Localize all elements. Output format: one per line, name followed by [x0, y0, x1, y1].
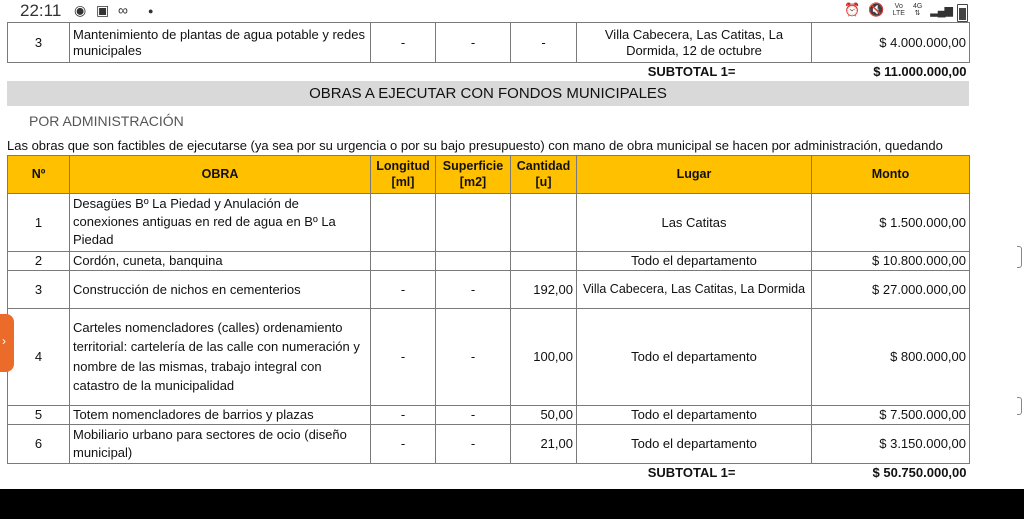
clock: 22:11 [20, 1, 62, 20]
row-superficie [436, 251, 511, 270]
row-cantidad [511, 193, 577, 251]
row-superficie: - [436, 308, 511, 405]
mute-icon: 🔇 [868, 2, 885, 17]
row-monto: $ 7.500.000,00 [812, 405, 970, 424]
table-header [8, 155, 970, 193]
alarm-icon: ⏰ [844, 2, 861, 17]
table-row [8, 424, 970, 463]
row-num: 4 [8, 308, 70, 405]
row-longitud: - [371, 308, 436, 405]
row-superficie [436, 193, 511, 251]
table-row [8, 405, 970, 424]
row-obra: Carteles nomencladores (calles) ordenamiento territorial: cartelería de las calle con numeración y nombre de las mismas, trabajo integral con catastro de la municipalidad [70, 308, 371, 405]
row-lugar: Las Catitas [577, 193, 812, 251]
row-superficie: - [436, 23, 511, 63]
row-cantidad: 21,00 [511, 424, 577, 463]
subtotal-row [8, 463, 970, 481]
subtotal-label: SUBTOTAL 1= [647, 464, 736, 480]
edge-handle[interactable] [1017, 246, 1022, 268]
row-longitud [371, 193, 436, 251]
row-cantidad: 50,00 [511, 405, 577, 424]
row-longitud: - [371, 405, 436, 424]
row-lugar: Villa Cabecera, Las Catitas, La Dormida, 12 de octubre [577, 23, 812, 63]
paragraph: Las obras que son factibles de ejecutarse (ya sea por su urgencia o por su bajo presupuesto) con mano de obra municipal se hacen por administración, quedando [7, 137, 943, 153]
row-obra: Totem nomencladores de barrios y plazas [70, 405, 371, 424]
table-row [8, 251, 970, 270]
row-superficie: - [436, 270, 511, 308]
row-obra: Mantenimiento de plantas de agua potable y redes municipales [70, 23, 371, 63]
row-monto: $ 800.000,00 [812, 308, 970, 405]
row-superficie: - [436, 405, 511, 424]
side-panel-tab[interactable] [0, 314, 14, 372]
row-longitud: - [371, 23, 436, 63]
row-lugar: Villa Cabecera, Las Catitas, La Dormida [577, 270, 812, 308]
chevron-right-icon: › [2, 334, 6, 348]
row-monto: $ 1.500.000,00 [812, 193, 970, 251]
obras-table [7, 155, 970, 482]
instagram-icon: ▣ [96, 2, 110, 18]
subtotal-value: $ 50.750.000,00 [872, 464, 967, 480]
row-monto: $ 27.000.000,00 [812, 270, 970, 308]
row-cantidad: - [511, 23, 577, 63]
volte-icon: Vo LTE [892, 3, 905, 17]
table-row [8, 308, 970, 405]
subsection-title: POR ADMINISTRACIÓN [29, 112, 184, 129]
edge-handle[interactable] [1017, 397, 1022, 415]
row-obra: Mobiliario urbano para sectores de ocio (diseño municipal) [70, 424, 371, 463]
table-row [8, 23, 970, 63]
table-row [8, 270, 970, 308]
row-obra: Desagües Bº La Piedad y Anulación de conexiones antiguas en red de agua en Bº La Piedad [70, 193, 371, 251]
header-longitud: Longitud [ml] [371, 155, 436, 193]
subtotal-value: $ 11.000.000,00 [873, 64, 967, 80]
row-longitud: - [371, 270, 436, 308]
table-row [8, 193, 970, 251]
header-num: Nº [8, 155, 70, 193]
header-monto: Monto [812, 155, 970, 193]
row-lugar: Todo el departamento [577, 405, 812, 424]
row-longitud [371, 251, 436, 270]
top-table [7, 22, 970, 81]
battery-icon [957, 4, 968, 22]
status-bar [0, 0, 1024, 22]
row-cantidad: 100,00 [511, 308, 577, 405]
header-superficie: Superficie [m2] [436, 155, 511, 193]
row-obra: Cordón, cuneta, banquina [70, 251, 371, 270]
row-num: 3 [8, 270, 70, 308]
subtotal-label: SUBTOTAL 1= [647, 64, 736, 80]
row-monto: $ 10.800.000,00 [812, 251, 970, 270]
row-cantidad [511, 251, 577, 270]
row-num: 5 [8, 405, 70, 424]
row-num: 6 [8, 424, 70, 463]
chat-bubble-icon: ◉ [74, 2, 87, 18]
signal-icon: ▂▄▆ [930, 4, 952, 17]
row-cantidad: 192,00 [511, 270, 577, 308]
row-lugar: Todo el departamento [577, 251, 812, 270]
section-title: OBRAS A EJECUTAR CON FONDOS MUNICIPALES [7, 81, 969, 106]
4g-icon: 4G ⇅ [912, 3, 923, 17]
row-superficie: - [436, 424, 511, 463]
dot-icon: ● [148, 6, 154, 16]
bottom-bar [0, 489, 1024, 519]
subtotal-row [8, 63, 970, 81]
row-obra: Construcción de nichos en cementerios [70, 270, 371, 308]
row-monto: $ 4.000.000,00 [812, 23, 970, 63]
header-lugar: Lugar [577, 155, 812, 193]
row-num: 2 [8, 251, 70, 270]
row-lugar: Todo el departamento [577, 308, 812, 405]
row-monto: $ 3.150.000,00 [812, 424, 970, 463]
voicemail-icon: ∞ [118, 2, 128, 18]
header-obra: OBRA [70, 155, 371, 193]
row-lugar: Todo el departamento [577, 424, 812, 463]
document-page [7, 22, 969, 481]
row-num: 3 [8, 23, 70, 63]
header-cantidad: Cantidad [u] [511, 155, 577, 193]
row-num: 1 [8, 193, 70, 251]
row-longitud: - [371, 424, 436, 463]
